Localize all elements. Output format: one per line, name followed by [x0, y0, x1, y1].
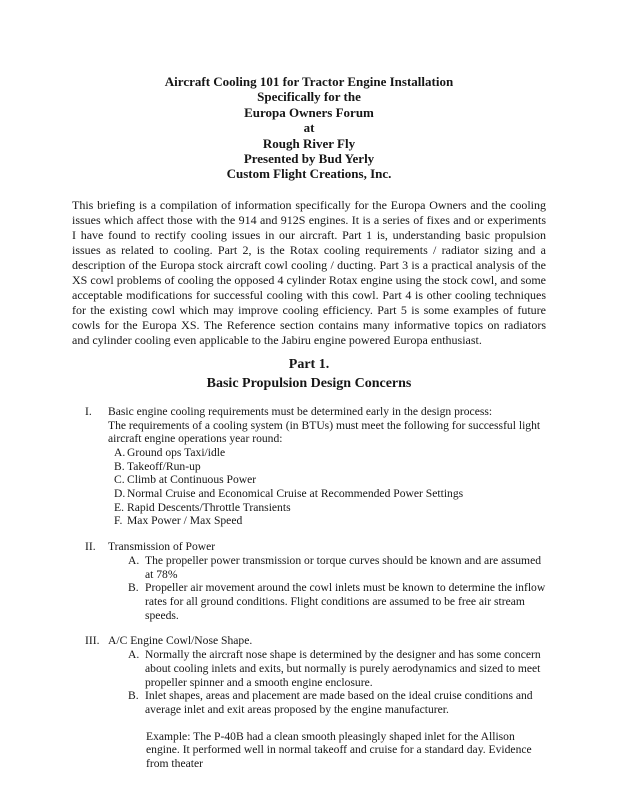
list-item [108, 460, 546, 474]
section-numeral: I. [85, 404, 92, 418]
section-item-list [108, 554, 546, 623]
section-heading: Basic engine cooling requirements must be determined early in the design process: [108, 404, 493, 418]
item-text: Max Power / Max Speed [127, 514, 243, 528]
title-line: Europa Owners Forum [244, 104, 374, 120]
section-heading: A/C Engine Cowl/Nose Shape. [108, 634, 253, 648]
item-text: Normal Cruise and Economical Cruise at Recommended Power Settings [127, 487, 464, 501]
item-label: A. [128, 553, 140, 567]
list-item [108, 689, 546, 716]
intro-paragraph: This briefing is a compilation of information specifically for the Europa Owners and the cooling issues which affect those with the 914 and 912S engines. It is a series of fixes and or experiments I have found to rectify cooling issues in our aircraft. Part 1 is, understanding basic propulsion issues as related to cooling. Part 2, is the Rotax cooling requirements / radiator sizing and a description of the Europa stock aircraft cowl cooling / ducting. Part 3 is a practical analysis of the XS cowl problems of cooling the opposed 4 cylinder Rotax engine using the stock cowl, and some acceptable modifications for successful cooling with this cowl. Part 4 is other cooling techniques for the existing cowl which may improve cooling efficiency. Part 5 is some examples of future cowls for the Europa XS. The Reference section contains many informative topics on radiators and cylinder cooling even applicable to the Jabiru engine powered Europa enthusiast. [72, 197, 546, 347]
section-item-list [108, 648, 546, 717]
list-item [108, 501, 546, 515]
item-label: A. [114, 445, 126, 459]
outline-sections [72, 405, 546, 771]
section-numeral: III. [85, 634, 100, 648]
item-text: Propeller air movement around the cowl inlets must be known to determine the inflow rates for all ground conditions. Flight conditions are assumed to be free air stream speeds. [145, 581, 546, 622]
item-label: E. [114, 500, 124, 514]
section-item-list [108, 446, 546, 528]
item-text: Normally the aircraft nose shape is determined by the designer and has some concern about cooling inlets and exits, but normally is purely aerodynamics and sized to meet propeller spinner and a smooth engine enclosure. [145, 648, 541, 689]
title-line: at [303, 120, 315, 136]
section-subheading: The requirements of a cooling system (in BTUs) must meet the following for successful light aircraft engine operations year round: [108, 418, 541, 446]
item-text: Ground ops Taxi/idle [127, 445, 226, 459]
document-title-block [72, 74, 546, 182]
title-line: Specifically for the [257, 89, 361, 105]
list-item [108, 487, 546, 501]
item-text: Takeoff/Run-up [127, 459, 201, 473]
item-text: Climb at Continuous Power [127, 473, 257, 487]
list-item [108, 648, 546, 689]
title-line: Rough River Fly [262, 135, 356, 151]
list-item [108, 514, 546, 528]
item-label: C. [114, 473, 125, 487]
list-item [108, 473, 546, 487]
item-text: Rapid Descents/Throttle Transients [127, 500, 291, 514]
list-item [108, 581, 546, 622]
section-basic-cooling-requirements [72, 405, 546, 528]
part-title: Basic Propulsion Design Concerns [206, 375, 412, 391]
section-heading: Transmission of Power [108, 540, 216, 554]
item-text: The propeller power transmission or torque curves should be known and are assumed at 78% [145, 553, 542, 581]
list-item [108, 554, 546, 581]
example-paragraph: Example: The P-40B had a clean smooth pleasingly shaped inlet for the Allison engine. It performed well in normal takeoff and cruise for a standard day. Evidence from theater [146, 729, 532, 771]
item-label: A. [128, 648, 140, 662]
section-engine-cowl-nose-shape [72, 634, 546, 770]
item-label: F. [114, 514, 123, 528]
part-number: Part 1. [288, 356, 330, 372]
item-label: B. [114, 459, 125, 473]
section-transmission-of-power [72, 540, 546, 622]
title-line: Aircraft Cooling 101 for Tractor Engine Installation [164, 74, 454, 89]
title-line: Custom Flight Creations, Inc. [226, 166, 392, 182]
section-numeral: II. [85, 540, 96, 554]
part-heading [72, 355, 546, 393]
title-line: Presented by Bud Yerly [243, 151, 375, 167]
item-label: D. [114, 487, 126, 501]
list-item [108, 446, 546, 460]
item-text: Inlet shapes, areas and placement are made based on the ideal cruise conditions and average inlet and exit areas proposed by the engine manufacturer. [145, 689, 533, 716]
item-label: B. [128, 581, 139, 595]
item-label: B. [128, 689, 139, 703]
